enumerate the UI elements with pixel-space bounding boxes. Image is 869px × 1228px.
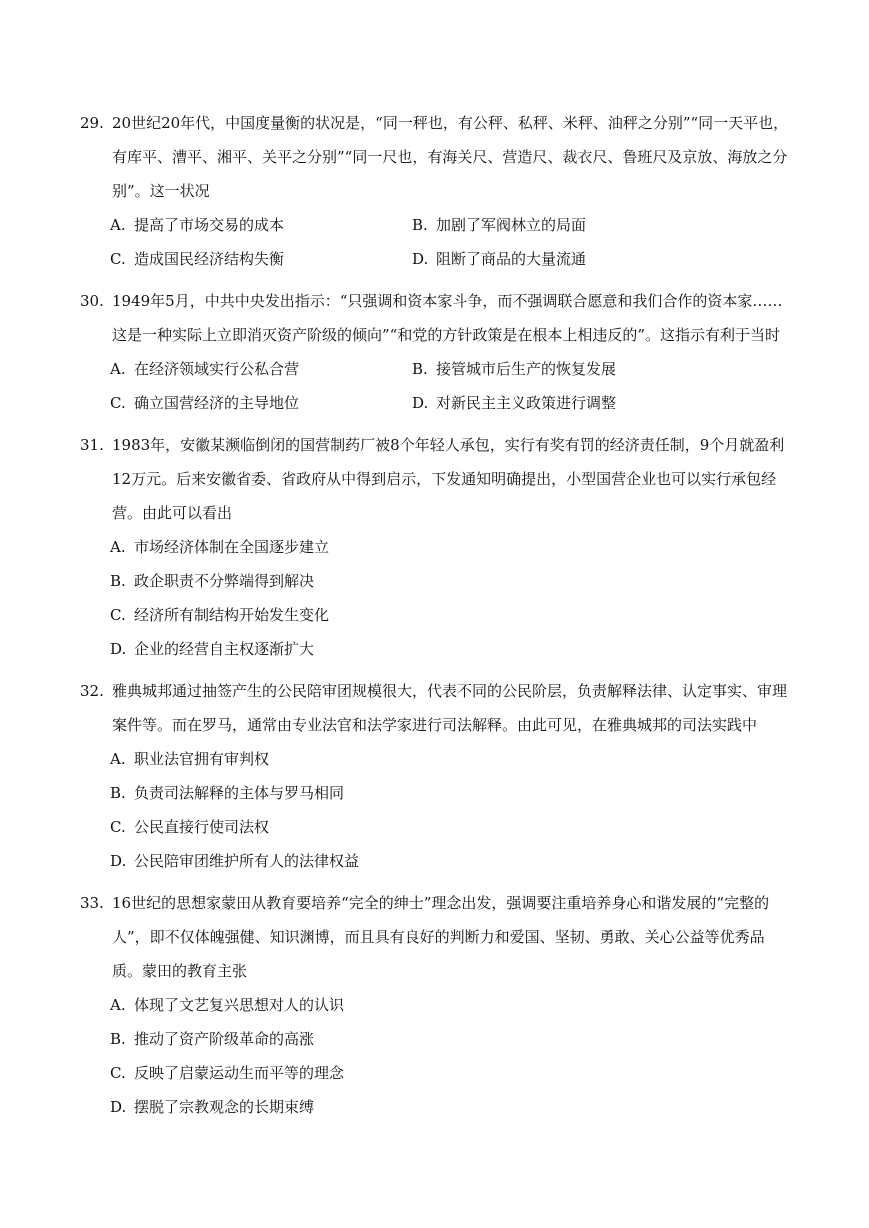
question-number: 33. (80, 894, 104, 912)
option-a[interactable] (110, 530, 789, 564)
question-number: 31. (80, 436, 104, 454)
option-text: 摆脱了宗教观念的长期束缚 (134, 1098, 315, 1116)
option-c[interactable] (110, 242, 412, 276)
option-a[interactable] (110, 988, 789, 1022)
option-letter: D. (110, 640, 127, 658)
option-c[interactable] (110, 386, 412, 420)
option-d[interactable] (412, 242, 789, 276)
option-text: 市场经济体制在全国逐步建立 (134, 538, 330, 556)
option-letter: B. (110, 784, 126, 802)
question-number: 30. (80, 292, 104, 310)
question-stem (80, 428, 789, 530)
options (80, 742, 789, 878)
question-text: 1949年5月，中共中央发出指示：“只强调和资本家斗争，而不强调联合愿意和我们合作的资本家……这是一种实际上立即消灭资产阶级的倾向”“和党的方针政策是在根本上相违反的”。这指示有利于当时 (112, 292, 783, 344)
option-text: 企业的经营自主权逐渐扩大 (134, 640, 315, 658)
option-letter: A. (110, 360, 126, 378)
question-31 (80, 428, 789, 666)
option-text: 确立国营经济的主导地位 (134, 394, 300, 412)
options (80, 988, 789, 1124)
option-b[interactable] (412, 208, 789, 242)
option-text: 经济所有制结构开始发生变化 (134, 606, 330, 624)
option-text: 接管城市后生产的恢复发展 (436, 360, 617, 378)
option-text: 公民直接行使司法权 (134, 818, 270, 836)
question-text: 16世纪的思想家蒙田从教育要培养“完全的绅士”理念出发，强调要注重培养身心和谐发展的“完整的人”，即不仅体魄强健、知识渊博，而且具有良好的判断力和爱国、坚韧、勇敢、关心公益等优秀品质。蒙田的教育主张 (112, 894, 770, 980)
option-text: 在经济领域实行公私合营 (134, 360, 300, 378)
options (80, 208, 789, 276)
option-letter: C. (110, 606, 126, 624)
options (80, 530, 789, 666)
question-text: 1983年，安徽某濒临倒闭的国营制药厂被8个年轻人承包，实行有奖有罚的经济责任制，9个月就盈利12万元。后来安徽省委、省政府从中得到启示，下发通知明确提出，小型国营企业也可以实行承包经营。由此可以看出 (112, 436, 785, 522)
option-letter: D. (412, 394, 429, 412)
option-letter: B. (412, 216, 428, 234)
option-text: 反映了启蒙运动生而平等的理念 (134, 1064, 345, 1082)
question-stem (80, 886, 789, 988)
question-33 (80, 886, 789, 1124)
option-a[interactable] (110, 208, 412, 242)
option-letter: C. (110, 818, 126, 836)
option-c[interactable] (110, 1056, 789, 1090)
question-stem (80, 106, 789, 208)
option-b[interactable] (110, 1022, 789, 1056)
option-letter: D. (412, 250, 429, 268)
option-letter: C. (110, 250, 126, 268)
option-text: 负责司法解释的主体与罗马相同 (134, 784, 345, 802)
option-b[interactable] (110, 776, 789, 810)
question-stem (80, 674, 789, 742)
option-text: 提高了市场交易的成本 (134, 216, 285, 234)
option-letter: D. (110, 1098, 127, 1116)
option-text: 对新民主主义政策进行调整 (436, 394, 617, 412)
question-number: 29. (80, 114, 104, 132)
option-text: 加剧了军阀林立的局面 (436, 216, 587, 234)
option-letter: A. (110, 216, 126, 234)
option-letter: D. (110, 852, 127, 870)
option-a[interactable] (110, 352, 412, 386)
option-c[interactable] (110, 598, 789, 632)
option-d[interactable] (412, 386, 789, 420)
option-letter: B. (412, 360, 428, 378)
option-a[interactable] (110, 742, 789, 776)
question-30 (80, 284, 789, 420)
option-d[interactable] (110, 1090, 789, 1124)
option-letter: A. (110, 538, 126, 556)
option-b[interactable] (412, 352, 789, 386)
options (80, 352, 789, 420)
option-text: 政企职责不分弊端得到解决 (134, 572, 315, 590)
option-text: 体现了文艺复兴思想对人的认识 (134, 996, 345, 1014)
option-letter: C. (110, 394, 126, 412)
option-text: 造成国民经济结构失衡 (134, 250, 285, 268)
question-text: 20世纪20年代，中国度量衡的状况是，“同一秤也，有公秤、私秤、米秤、油秤之分别”“同一天平也，有库平、漕平、湘平、关平之分别”“同一尺也，有海关尺、营造尺、裁衣尺、鲁班尺及京放、海放之分别”。这一状况 (112, 114, 789, 200)
question-32 (80, 674, 789, 878)
option-d[interactable] (110, 844, 789, 878)
question-29 (80, 106, 789, 276)
option-b[interactable] (110, 564, 789, 598)
option-text: 推动了资产阶级革命的高涨 (134, 1030, 315, 1048)
option-c[interactable] (110, 810, 789, 844)
option-letter: B. (110, 1030, 126, 1048)
question-text: 雅典城邦通过抽签产生的公民陪审团规模很大，代表不同的公民阶层，负责解释法律、认定事实、审理案件等。而在罗马，通常由专业法官和法学家进行司法解释。由此可见，在雅典城邦的司法实践中 (112, 682, 788, 734)
option-d[interactable] (110, 632, 789, 666)
option-text: 职业法官拥有审判权 (134, 750, 270, 768)
option-text: 公民陪审团维护所有人的法律权益 (134, 852, 360, 870)
option-letter: A. (110, 996, 126, 1014)
option-text: 阻断了商品的大量流通 (436, 250, 587, 268)
option-letter: A. (110, 750, 126, 768)
option-letter: B. (110, 572, 126, 590)
option-letter: C. (110, 1064, 126, 1082)
question-stem (80, 284, 789, 352)
question-number: 32. (80, 682, 104, 700)
